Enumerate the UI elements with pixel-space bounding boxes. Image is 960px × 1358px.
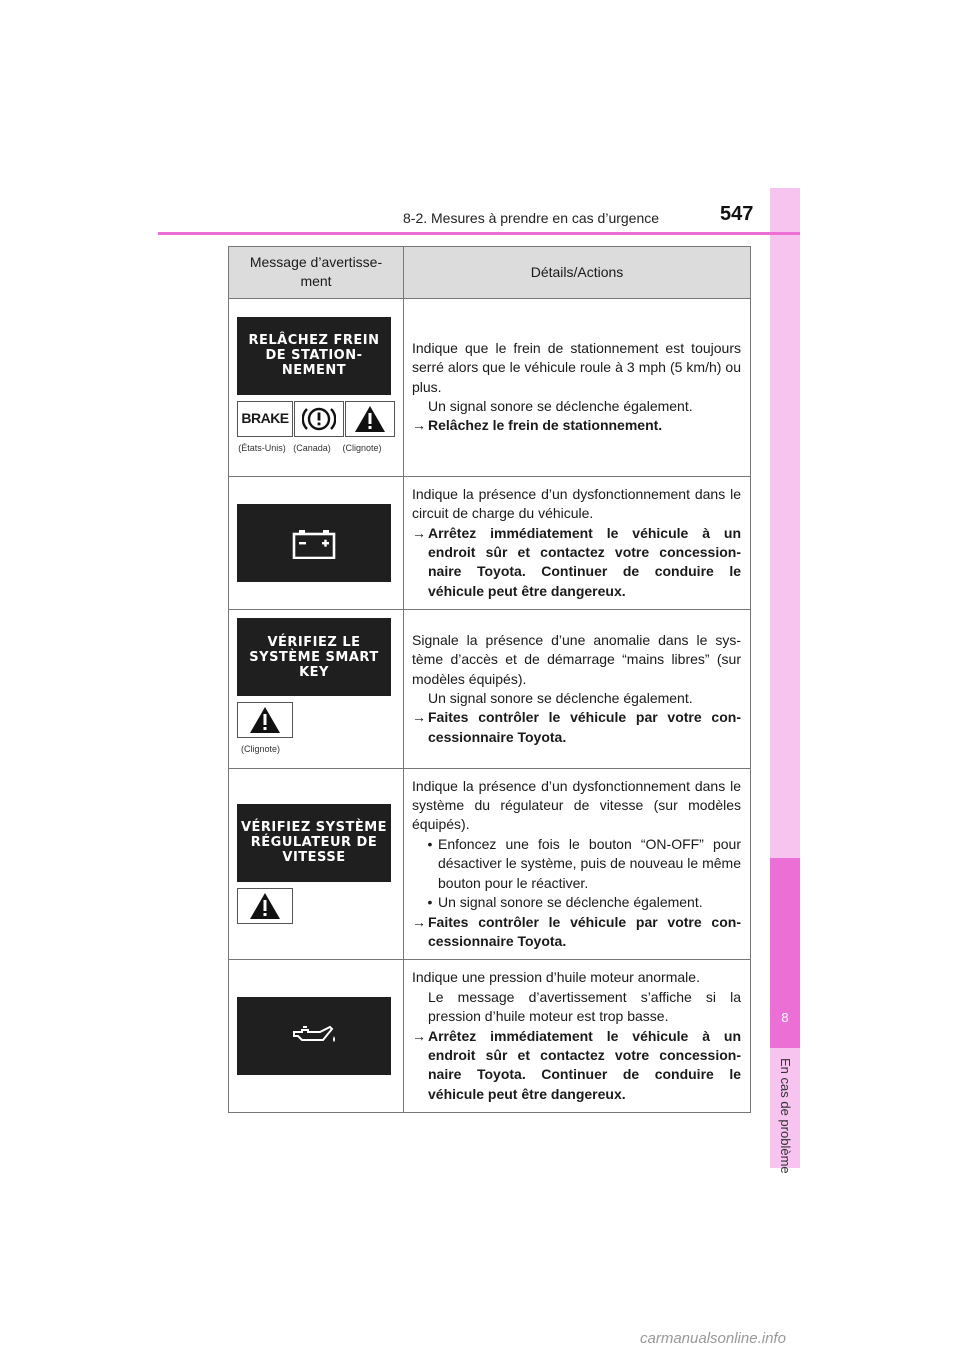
lamp-labels [237, 439, 395, 458]
display-charging [237, 504, 391, 582]
message-cell [229, 298, 404, 476]
action-item [412, 913, 741, 952]
arrow-icon: → [412, 913, 426, 930]
parking-brake-icon [294, 401, 344, 437]
column-header-message: Message d’avertisse-ment [229, 247, 404, 299]
battery-icon [290, 527, 338, 559]
action-text: Arrêtez immédiatement le véhicule à un endroit sûr et contactez votre concession-naire Toyota. Continuer de conduire le véhicule peut être dangereux. [428, 1027, 741, 1102]
column-header-details: Détails/Actions [404, 247, 751, 299]
action-text: Faites contrôler le véhicule par votre con-cessionnaire Toyota. [428, 709, 741, 745]
page-number: 547 [720, 203, 754, 225]
chapter-title: En cas de problème [778, 1058, 793, 1174]
arrow-icon: → [412, 1027, 426, 1044]
details-note: Le message d’avertissement s’affiche si la pression d’huile moteur est trop basse. [428, 988, 741, 1025]
details-cell [404, 610, 751, 768]
watermark: carmanualsonline.info [640, 1330, 786, 1347]
warning-triangle-icon [237, 888, 293, 924]
warning-triangle-icon [237, 702, 293, 738]
bullet-item: • Enfoncez une fois le bouton “ON-OFF” pour désactiver le système, puis de nouveau le même bouton pour le réactiver. [412, 835, 741, 893]
label-canada: (Canada) [293, 442, 331, 453]
section-title: 8-2. Mesures à prendre en cas d’urgence [403, 210, 660, 226]
message-cell [229, 768, 404, 960]
display-cruise-control: VÉRIFIEZ SYSTÈME RÉGULATEUR DE VITESSE [237, 804, 391, 882]
arrow-icon: → [412, 709, 426, 726]
table-row [229, 298, 751, 476]
action-item [412, 1027, 741, 1105]
details-text: Indique la présence d’un dysfonctionnement dans le circuit de charge du véhicule. [412, 485, 741, 522]
details-cell [404, 768, 751, 960]
details-cell [404, 298, 751, 476]
message-cell [229, 476, 404, 609]
details-text: Indique la présence d’un dysfonctionnement dans le système du régulateur de vitesse (sur modèles équipés). [412, 777, 741, 833]
action-text: Faites contrôler le véhicule par votre con-cessionnaire Toyota. [428, 913, 741, 949]
table-row [229, 610, 751, 768]
arrow-icon: → [412, 524, 426, 541]
details-note: Un signal sonore se déclenche également. [428, 398, 693, 415]
action-item [412, 708, 741, 747]
action-text: Relâchez le frein de stationnement. [428, 417, 663, 434]
label-us: (États-Unis) [238, 442, 286, 453]
table-row [229, 960, 751, 1113]
table-header-row [229, 247, 751, 299]
table-row [229, 768, 751, 960]
warning-triangle-icon [345, 401, 395, 437]
details-cell [404, 960, 751, 1113]
oil-can-icon [290, 1022, 338, 1050]
details-text: Indique que le frein de stationnement est toujours serré alors que le véhicule roule à 3 mph (5 km/h) ou plus. [412, 339, 741, 395]
warning-lamps [237, 888, 395, 924]
brake-lamp: BRAKE [237, 401, 293, 437]
details-cell [404, 476, 751, 609]
header-rule [158, 232, 800, 235]
warning-messages-table [228, 246, 751, 1113]
arrow-icon: → [412, 417, 426, 434]
display-smart-key: VÉRIFIEZ LE SYSTÈME SMART KEY [237, 618, 391, 696]
bullet-item: • Un signal sonore se déclenche également. [412, 893, 741, 912]
bullet-text: Un signal sonore se déclenche également. [438, 894, 703, 911]
details-text: Signale la présence d’une anomalie dans le sys-tème d’accès et de démarrage “mains libres” (sur modèles équipés). [412, 631, 741, 687]
label-flashing: (Clignote) [342, 442, 382, 453]
warning-lamps [237, 702, 395, 738]
details-note: Un signal sonore se déclenche également. [428, 689, 693, 706]
display-parking-brake: RELÂCHEZ FREIN DE STATION-NEMENT [237, 317, 391, 395]
action-text: Arrêtez immédiatement le véhicule à un endroit sûr et contactez votre concession-naire Toyota. Continuer de conduire le véhicule peut être dangereux. [428, 524, 741, 599]
chapter-side-tab [770, 188, 800, 1174]
label-flashing: (Clignote) [241, 744, 281, 755]
table-row [229, 476, 751, 609]
details-text: Indique une pression d’huile moteur anormale. [412, 969, 700, 986]
action-item [412, 524, 741, 602]
message-cell [229, 960, 404, 1113]
action-item [412, 416, 741, 435]
bullet-text: Enfoncez une fois le bouton “ON-OFF” pour désactiver le système, puis de nouveau le même bouton pour le réactiver. [438, 835, 741, 891]
message-cell [229, 610, 404, 768]
chapter-number: 8 [781, 1010, 789, 1025]
warning-lamps [237, 401, 395, 437]
display-oil-pressure [237, 997, 391, 1075]
